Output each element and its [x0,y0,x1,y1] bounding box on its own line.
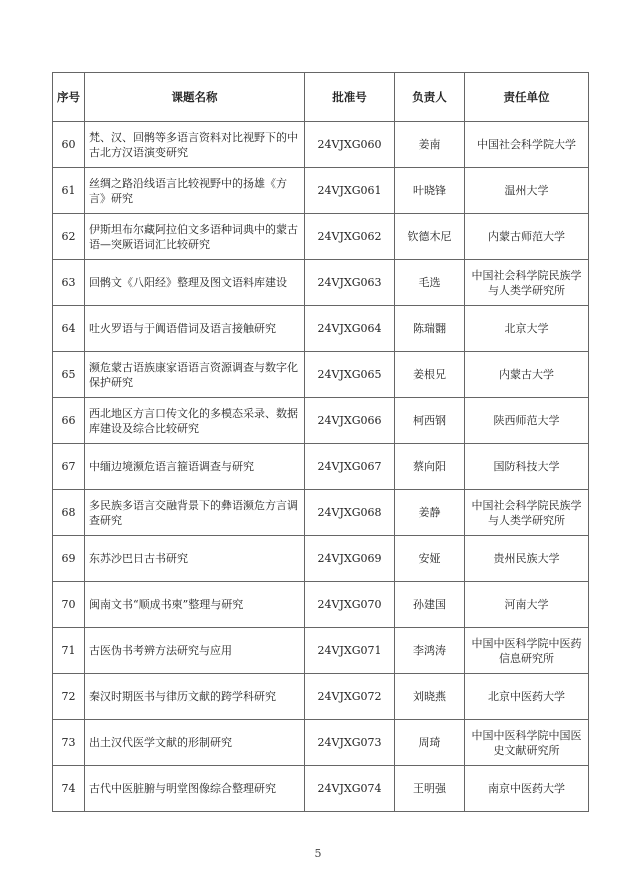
row-number: 70 [53,582,85,628]
row-number: 63 [53,260,85,306]
responsible-unit: 中国社会科学院民族学与人类学研究所 [465,260,589,306]
approval-code: 24VJXG061 [305,168,395,214]
responsible-unit: 陕西师范大学 [465,398,589,444]
table-row [53,398,589,444]
page-number: 5 [314,847,322,860]
header-person: 负责人 [395,73,465,122]
header-no: 序号 [53,73,85,122]
table-row [53,674,589,720]
project-title: 出土汉代医学文献的形制研究 [85,720,305,766]
principal-investigator: 姜根兄 [395,352,465,398]
principal-investigator: 安娅 [395,536,465,582]
row-number: 72 [53,674,85,720]
table-row [53,214,589,260]
project-title: 东苏沙巴日古书研究 [85,536,305,582]
responsible-unit: 中国社会科学院大学 [465,122,589,168]
responsible-unit: 内蒙古师范大学 [465,214,589,260]
project-title: 伊斯坦布尔藏阿拉伯文多语种词典中的蒙古语—突厥语词汇比较研究 [85,214,305,260]
header-unit: 责任单位 [465,73,589,122]
responsible-unit: 南京中医药大学 [465,766,589,812]
principal-investigator: 陈瑞翾 [395,306,465,352]
approval-code: 24VJXG062 [305,214,395,260]
principal-investigator: 叶晓锋 [395,168,465,214]
approval-code: 24VJXG064 [305,306,395,352]
header-code: 批准号 [305,73,395,122]
principal-investigator: 王明强 [395,766,465,812]
row-number: 71 [53,628,85,674]
responsible-unit: 北京中医药大学 [465,674,589,720]
row-number: 62 [53,214,85,260]
principal-investigator: 姜南 [395,122,465,168]
approval-code: 24VJXG072 [305,674,395,720]
project-title: 吐火罗语与于阗语借词及语言接触研究 [85,306,305,352]
table-row [53,306,589,352]
approval-code: 24VJXG063 [305,260,395,306]
row-number: 68 [53,490,85,536]
responsible-unit: 温州大学 [465,168,589,214]
row-number: 73 [53,720,85,766]
approval-code: 24VJXG074 [305,766,395,812]
row-number: 61 [53,168,85,214]
principal-investigator: 毛选 [395,260,465,306]
project-table [52,72,589,812]
project-title: 濒危蒙古语族康家语语言资源调查与数字化保护研究 [85,352,305,398]
approval-code: 24VJXG065 [305,352,395,398]
responsible-unit: 河南大学 [465,582,589,628]
approval-code: 24VJXG066 [305,398,395,444]
approval-code: 24VJXG069 [305,536,395,582]
approval-code: 24VJXG067 [305,444,395,490]
row-number: 74 [53,766,85,812]
project-title: 古医伪书考辨方法研究与应用 [85,628,305,674]
table-row [53,444,589,490]
table-row [53,260,589,306]
row-number: 65 [53,352,85,398]
row-number: 64 [53,306,85,352]
responsible-unit: 中国中医科学院中医药信息研究所 [465,628,589,674]
principal-investigator: 柯西钢 [395,398,465,444]
principal-investigator: 钦德木尼 [395,214,465,260]
responsible-unit: 北京大学 [465,306,589,352]
table-row [53,628,589,674]
principal-investigator: 蔡向阳 [395,444,465,490]
table-row [53,720,589,766]
project-title: 多民族多语言交融背景下的彝语濒危方言调查研究 [85,490,305,536]
principal-investigator: 姜静 [395,490,465,536]
row-number: 67 [53,444,85,490]
project-title: 古代中医脏腑与明堂图像综合整理研究 [85,766,305,812]
project-title: 梵、汉、回鹘等多语言资料对比视野下的中古北方汉语演变研究 [85,122,305,168]
principal-investigator: 孙建国 [395,582,465,628]
project-title: 闽南文书“顺成书柬”整理与研究 [85,582,305,628]
principal-investigator: 李鸿涛 [395,628,465,674]
row-number: 60 [53,122,85,168]
project-title: 秦汉时期医书与律历文献的跨学科研究 [85,674,305,720]
table-row [53,490,589,536]
approval-code: 24VJXG060 [305,122,395,168]
responsible-unit: 内蒙古大学 [465,352,589,398]
row-number: 66 [53,398,85,444]
principal-investigator: 周琦 [395,720,465,766]
table-row [53,168,589,214]
responsible-unit: 中国中医科学院中国医史文献研究所 [465,720,589,766]
project-title: 西北地区方言口传文化的多模态采录、数据库建设及综合比较研究 [85,398,305,444]
table-header-row [53,73,589,122]
approval-code: 24VJXG070 [305,582,395,628]
table-row [53,582,589,628]
table-row [53,352,589,398]
project-title: 中缅边境濒危语言箍语调查与研究 [85,444,305,490]
responsible-unit: 中国社会科学院民族学与人类学研究所 [465,490,589,536]
project-title: 丝绸之路沿线语言比较视野中的扬雄《方言》研究 [85,168,305,214]
approval-code: 24VJXG073 [305,720,395,766]
approval-code: 24VJXG071 [305,628,395,674]
row-number: 69 [53,536,85,582]
table-row [53,536,589,582]
header-title: 课题名称 [85,73,305,122]
table-row [53,766,589,812]
table-row [53,122,589,168]
responsible-unit: 贵州民族大学 [465,536,589,582]
principal-investigator: 刘晓燕 [395,674,465,720]
project-title: 回鹘文《八阳经》整理及图文语料库建设 [85,260,305,306]
responsible-unit: 国防科技大学 [465,444,589,490]
approval-code: 24VJXG068 [305,490,395,536]
